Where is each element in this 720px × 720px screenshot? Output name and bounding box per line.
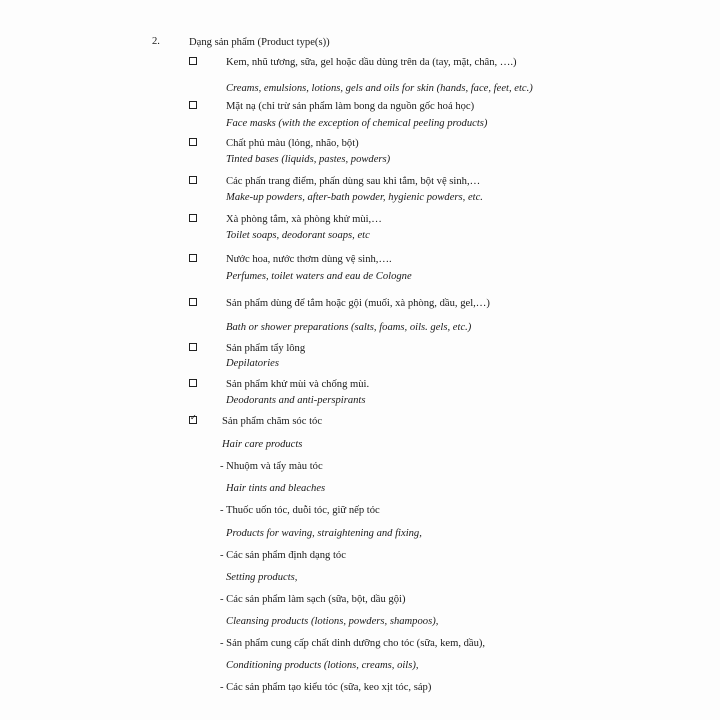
subitem-vi-cleansing: - Các sản phẩm làm sạch (sữa, bột, dầu gội) bbox=[220, 594, 406, 605]
item-en-perfumes: Perfumes, toilet waters and eau de Cologne bbox=[226, 271, 412, 282]
item-vi-perfumes: Nước hoa, nước thơm dùng vệ sinh,…. bbox=[226, 254, 392, 265]
item-en-deodorants: Deodorants and anti-perspirants bbox=[226, 395, 366, 406]
subitem-en-hair-tints: Hair tints and bleaches bbox=[226, 483, 326, 494]
item-vi-tinted-bases: Chất phủ màu (lỏng, nhão, bột) bbox=[226, 138, 359, 149]
subitem-en-waving: Products for waving, straightening and fixing, bbox=[226, 528, 422, 539]
item-vi-creams: Kem, nhũ tương, sữa, gel hoặc dầu dùng trên da (tay, mặt, chân, ….) bbox=[226, 57, 517, 68]
checkbox-creams[interactable] bbox=[189, 57, 197, 65]
checkbox-perfumes[interactable] bbox=[189, 254, 197, 262]
item-en-make-up-powders: Make-up powders, after-bath powder, hygienic powders, etc. bbox=[226, 192, 483, 203]
subitem-en-cleansing: Cleansing products (lotions, powders, shampoos), bbox=[226, 616, 439, 627]
subitem-en-setting: Setting products, bbox=[226, 572, 298, 583]
checkbox-make-up-powders[interactable] bbox=[189, 176, 197, 184]
checkbox-deodorants[interactable] bbox=[189, 379, 197, 387]
subitem-vi-setting: - Các sản phẩm định dạng tóc bbox=[220, 550, 346, 561]
item-vi-hair-care: Sản phẩm chăm sóc tóc bbox=[222, 416, 323, 427]
item-vi-toilet-soaps: Xà phòng tắm, xà phòng khử mùi,… bbox=[226, 214, 382, 225]
item-vi-make-up-powders: Các phấn trang điểm, phấn dùng sau khi tắm, bột vệ sinh,… bbox=[226, 176, 481, 187]
subitem-vi-styling: - Các sản phẩm tạo kiểu tóc (sữa, keo xịt tóc, sáp) bbox=[220, 682, 432, 693]
subitem-vi-hair-tints: - Nhuộm và tẩy màu tóc bbox=[220, 461, 323, 472]
item-en-toilet-soaps: Toilet soaps, deodorant soaps, etc bbox=[226, 230, 370, 241]
subitem-vi-conditioning: - Sản phẩm cung cấp chất dinh dưỡng cho tóc (sữa, kem, dầu), bbox=[220, 638, 486, 649]
item-en-face-masks: Face masks (with the exception of chemical peeling products) bbox=[226, 118, 488, 129]
item-vi-deodorants: Sản phẩm khử mùi và chống mùi. bbox=[226, 379, 370, 390]
checkbox-hair-care[interactable] bbox=[189, 416, 197, 424]
checkbox-depilatories[interactable] bbox=[189, 343, 197, 351]
item-vi-face-masks: Mặt nạ (chỉ trừ sản phẩm làm bong da nguồn gốc hoá học) bbox=[226, 101, 475, 112]
subitem-vi-waving: - Thuốc uốn tóc, duỗi tóc, giữ nếp tóc bbox=[220, 505, 380, 516]
item-en-hair-care: Hair care products bbox=[222, 439, 303, 450]
checkbox-bath-preparations[interactable] bbox=[189, 298, 197, 306]
item-vi-bath-preparations: Sản phẩm dùng để tắm hoặc gội (muối, xà phòng, dầu, gel,…) bbox=[226, 298, 490, 309]
checkbox-tinted-bases[interactable] bbox=[189, 138, 197, 146]
item-en-bath-preparations: Bath or shower preparations (salts, foams, oils. gels, etc.) bbox=[226, 322, 472, 333]
section-title: Dạng sản phẩm (Product type(s)) bbox=[189, 37, 330, 48]
checkbox-toilet-soaps[interactable] bbox=[189, 214, 197, 222]
item-en-tinted-bases: Tinted bases (liquids, pastes, powders) bbox=[226, 154, 391, 165]
item-en-depilatories: Depilatories bbox=[226, 358, 279, 369]
item-en-creams: Creams, emulsions, lotions, gels and oils for skin (hands, face, feet, etc.) bbox=[226, 83, 533, 94]
item-vi-depilatories: Sản phẩm tẩy lông bbox=[226, 343, 306, 354]
checkbox-face-masks[interactable] bbox=[189, 101, 197, 109]
subitem-en-conditioning: Conditioning products (lotions, creams, oils), bbox=[226, 660, 419, 671]
section-number: 2. bbox=[152, 36, 160, 47]
